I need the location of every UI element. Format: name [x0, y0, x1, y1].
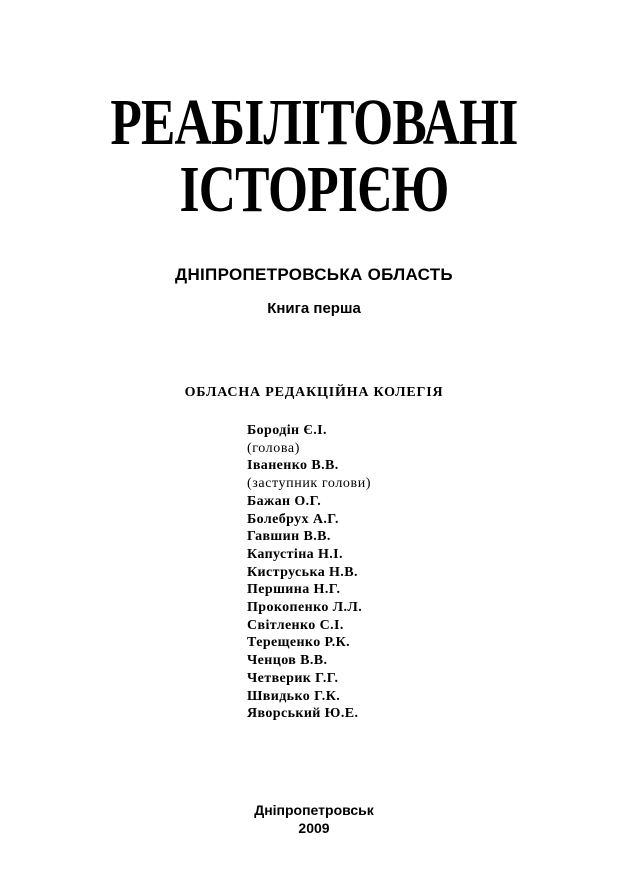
book-title-line-1: РЕАБІЛІТОВАНІ: [110, 86, 518, 159]
publication-city: Дніпропетровськ: [254, 802, 374, 818]
board-member-name: Болебрух А.Г.: [247, 511, 339, 527]
publication-year: 2009: [298, 820, 330, 836]
board-member-name: Ченцов В.В.: [247, 653, 328, 669]
board-member-name: Четверик Г.Г.: [247, 670, 339, 686]
board-member-name: Бажан О.Г.: [247, 493, 322, 509]
board-member-name: Киструська Н.В.: [247, 564, 358, 580]
board-member-name: Іваненко В.В.: [247, 458, 339, 474]
board-member-role: (заступник голови): [247, 476, 372, 492]
board-member-name: Капустіна Н.І.: [247, 546, 343, 562]
board-member-name: Світленко С.І.: [247, 617, 344, 633]
board-member-name: Гавшин В.В.: [247, 529, 331, 545]
book-number: Книга перша: [267, 300, 361, 317]
region-subtitle: ДНІПРОПЕТРОВСЬКА ОБЛАСТЬ: [175, 265, 453, 284]
board-member-name: Прокопенко Л.Л.: [247, 600, 363, 616]
book-title-line-2: ІСТОРІЄЮ: [179, 153, 449, 226]
editorial-board-heading: ОБЛАСНА РЕДАКЦІЙНА КОЛЕГІЯ: [184, 385, 444, 400]
editorial-board-list: [247, 422, 371, 723]
board-member-name: Терещенко Р.К.: [247, 635, 351, 651]
board-member-name: Першина Н.Г.: [247, 582, 341, 598]
board-member-role: (голова): [247, 440, 300, 456]
board-member-name: Яворський Ю.Е.: [247, 706, 359, 722]
board-member-name: Бородін Є.І.: [247, 423, 327, 438]
board-member-name: Швидько Г.К.: [247, 688, 341, 704]
